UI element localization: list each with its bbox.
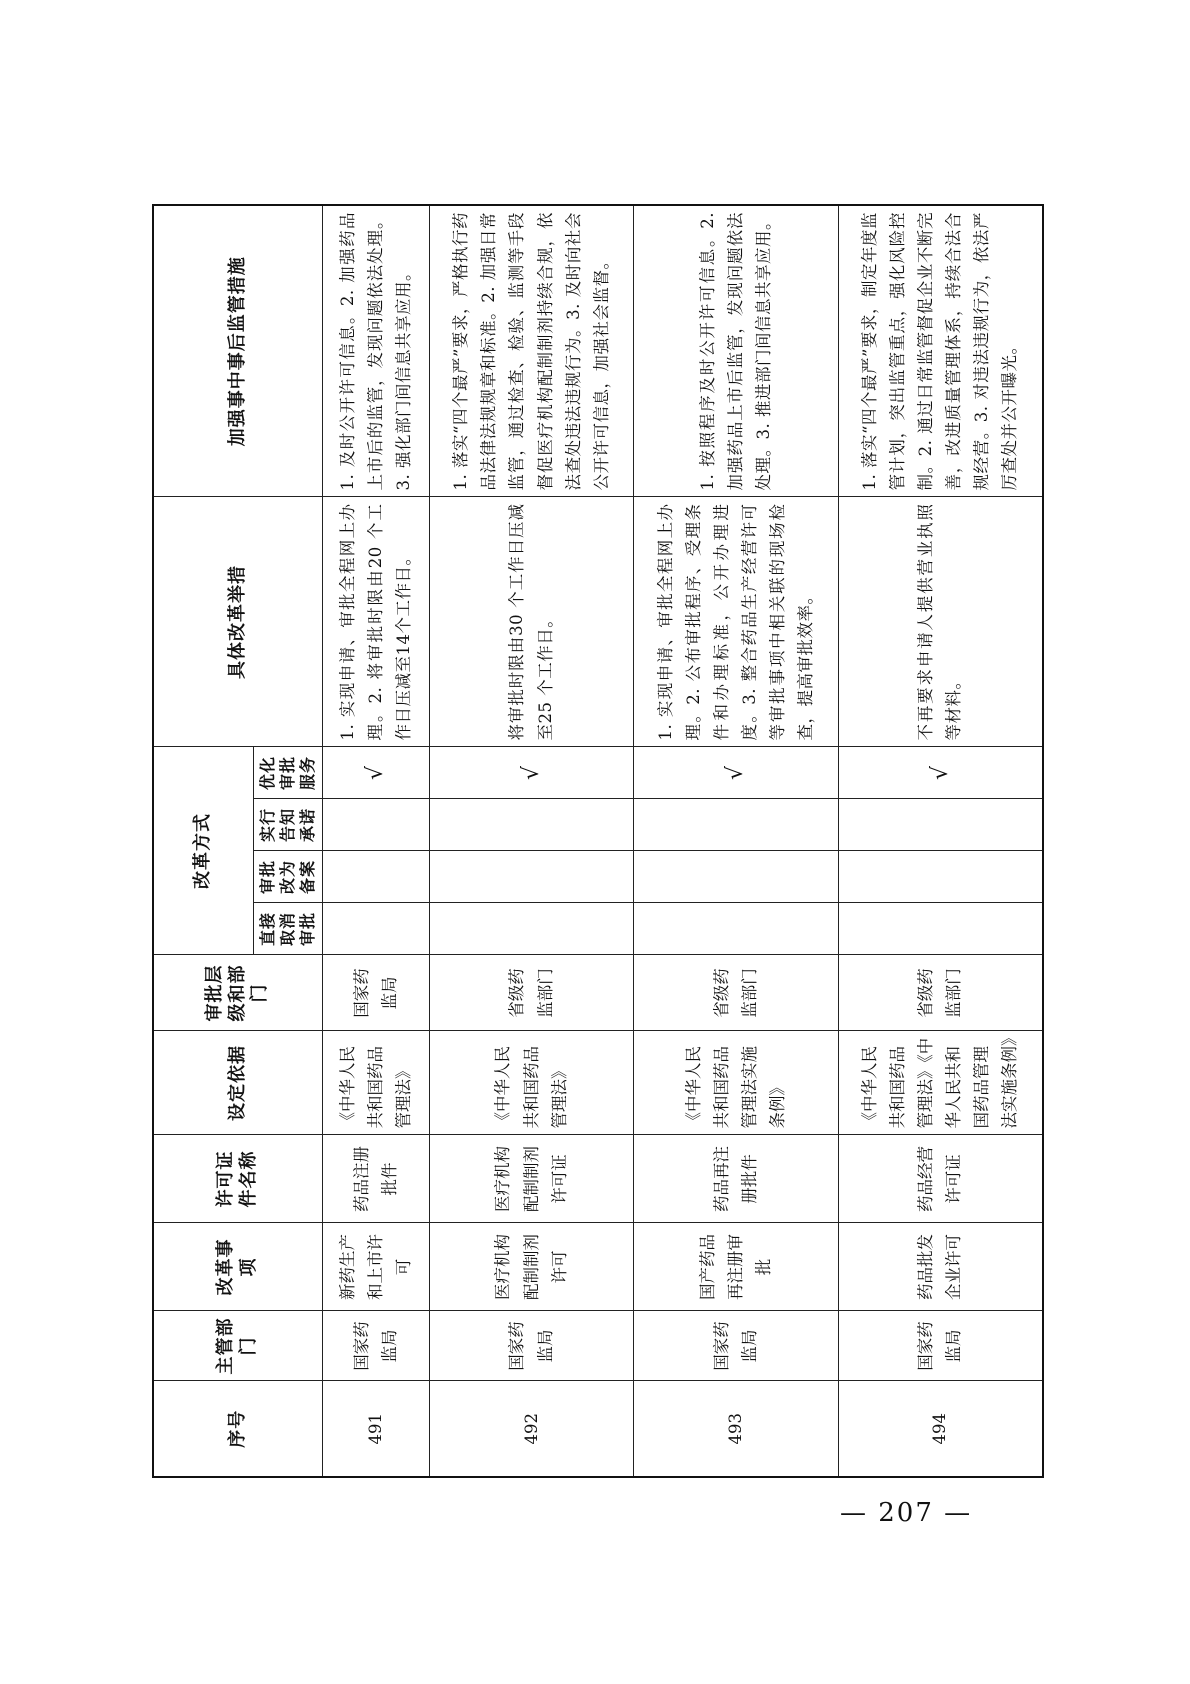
row-seq: 492: [429, 1381, 633, 1477]
row-item: 医疗机构配制制剂许可: [429, 1223, 633, 1311]
row-seq: 491: [322, 1381, 429, 1477]
table-row: [429, 205, 633, 1477]
header-license: 许可证件名称: [153, 1135, 322, 1223]
header-mode-commitment: 实行告知承诺: [253, 799, 322, 851]
header-reform-mode: 改革方式: [153, 747, 253, 955]
row-dept: 国家药监局: [322, 1311, 429, 1381]
row-mode-filing: [429, 851, 633, 903]
header-mode-filing: 审批改为备案: [253, 851, 322, 903]
row-level: 省级药监部门: [429, 955, 633, 1031]
row-measures: 1. 实现申请、审批全程网上办理。2. 将审批时限由20 个工作日压减至14个工作日。: [322, 497, 429, 747]
row-mode-cancel: [838, 903, 1043, 955]
row-basis: 《中华人民共和国药品管理法》《中华人民共和国药品管理法实施条例》: [838, 1031, 1043, 1135]
header-basis: 设定依据: [153, 1031, 322, 1135]
row-supervision: 1. 按照程序及时公开许可信息。2. 加强药品上市后监管，发现问题依法处理。3. 推进部门间信息共享应用。: [634, 205, 838, 497]
row-seq: 494: [838, 1381, 1043, 1477]
row-mode-filing: [634, 851, 838, 903]
row-basis: 《中华人民共和国药品管理法实施条例》: [634, 1031, 838, 1135]
row-basis: 《中华人民共和国药品管理法》: [322, 1031, 429, 1135]
row-level: 国家药监局: [322, 955, 429, 1031]
row-mode-cancel: [429, 903, 633, 955]
row-mode-filing: [838, 851, 1043, 903]
row-mode-optimize-check: √: [429, 747, 633, 799]
row-measures: 将审批时限由30 个工作日压减至25 个工作日。: [429, 497, 633, 747]
row-mode-cancel: [634, 903, 838, 955]
row-license: 医疗机构配制制剂许可证: [429, 1135, 633, 1223]
header-dept: 主管部门: [153, 1311, 322, 1381]
header-supervision: 加强事中事后监管措施: [153, 205, 322, 497]
row-supervision: 1. 落实“四个最严”要求，制定年度监管计划，突出监管重点，强化风险控制。2. 通过日常监管督促企业不断完善，改进质量管理体系，持续合法合规经营。3. 对违法违规行为，依法严厉查处并公开曝光。: [838, 205, 1043, 497]
row-mode-optimize-check: √: [838, 747, 1043, 799]
rotated-table-container: [152, 206, 1044, 1478]
row-item: 药品批发企业许可: [838, 1223, 1043, 1311]
table-row: [634, 205, 838, 1477]
row-mode-optimize-check: √: [322, 747, 429, 799]
row-mode-filing: [322, 851, 429, 903]
header-level: 审批层级和部门: [153, 955, 322, 1031]
row-dept: 国家药监局: [838, 1311, 1043, 1381]
row-dept: 国家药监局: [634, 1311, 838, 1381]
row-mode-commitment: [634, 799, 838, 851]
row-mode-optimize-check: √: [634, 747, 838, 799]
row-item: 国产药品再注册审批: [634, 1223, 838, 1311]
row-dept: 国家药监局: [429, 1311, 633, 1381]
row-mode-cancel: [322, 903, 429, 955]
row-item: 新药生产和上市许可: [322, 1223, 429, 1311]
page-number: — 207 —: [840, 1498, 973, 1528]
row-license: 药品经营许可证: [838, 1135, 1043, 1223]
row-seq: 493: [634, 1381, 838, 1477]
row-license: 药品注册批件: [322, 1135, 429, 1223]
row-basis: 《中华人民共和国药品管理法》: [429, 1031, 633, 1135]
reform-table: [152, 204, 1044, 1478]
row-supervision: 1. 及时公开许可信息。2. 加强药品上市后的监管，发现问题依法处理。3. 强化部门间信息共享应用。: [322, 205, 429, 497]
header-seq: 序号: [153, 1381, 322, 1477]
row-mode-commitment: [429, 799, 633, 851]
row-mode-commitment: [322, 799, 429, 851]
header-measures: 具体改革举措: [153, 497, 322, 747]
row-level: 省级药监部门: [634, 955, 838, 1031]
row-measures: 1. 实现申请、审批全程网上办理。2. 公布审批程序、受理条件和办理标准，公开办理进度。3. 整合药品生产经营许可等审批事项中相关联的现场检查，提高审批效率。: [634, 497, 838, 747]
row-supervision: 1. 落实“四个最严”要求，严格执行药品法律法规规章和标准。2. 加强日常监管，通过检查、检验、监测等手段督促医疗机构配制制剂持续合规，依法查处违法违规行为。3. 及时向社会公开许可信息，加强社会监督。: [429, 205, 633, 497]
header-mode-optimize: 优化审批服务: [253, 747, 322, 799]
row-mode-commitment: [838, 799, 1043, 851]
table-row: [838, 205, 1043, 1477]
header-mode-cancel: 直接取消审批: [253, 903, 322, 955]
row-level: 省级药监部门: [838, 955, 1043, 1031]
header-item: 改革事项: [153, 1223, 322, 1311]
table-row: [322, 205, 429, 1477]
row-measures: 不再要求申请人提供营业执照等材料。: [838, 497, 1043, 747]
row-license: 药品再注册批件: [634, 1135, 838, 1223]
